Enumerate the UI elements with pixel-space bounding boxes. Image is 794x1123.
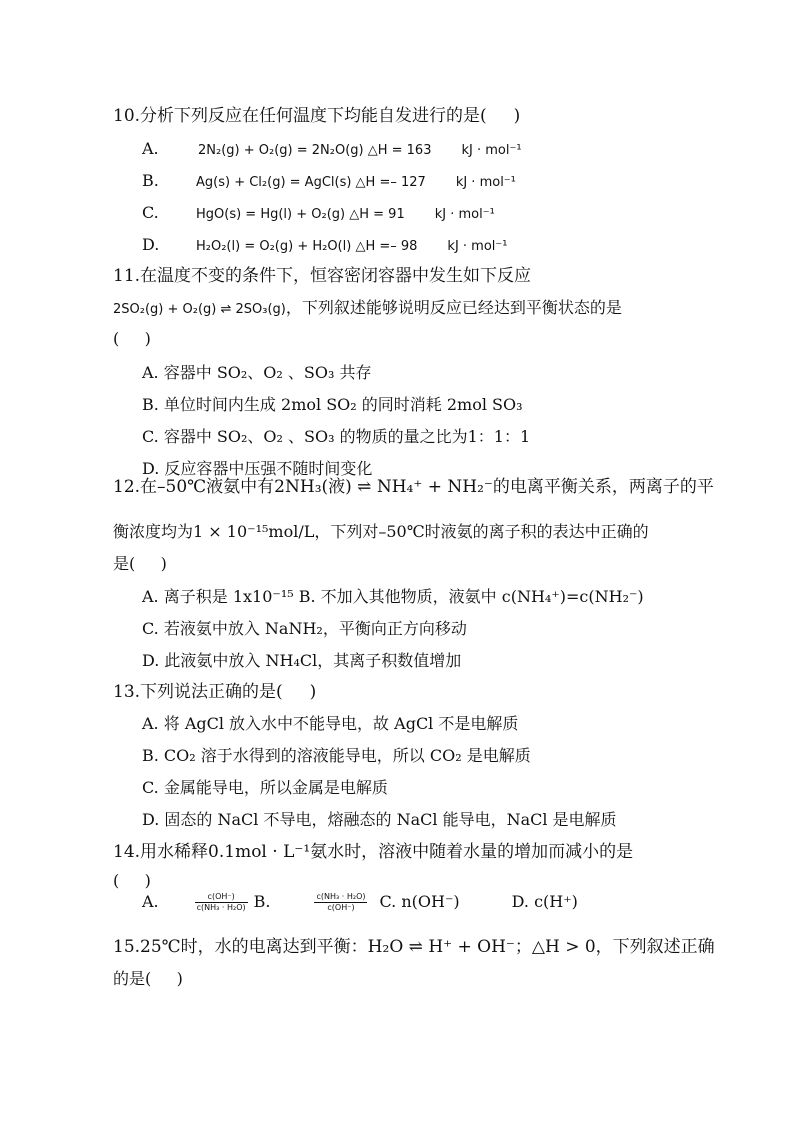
q14-option-a-fraction xyxy=(195,892,248,913)
q11-stem-text: ，下列叙述能够说明反应已经达到平衡状态的是 xyxy=(285,298,622,317)
q12-stem-line3: 是( ) xyxy=(113,554,167,573)
q14-options xyxy=(142,888,578,916)
q12-option-c: C. 若液氨中放入 NaNH₂，平衡向正方向移动 xyxy=(142,619,467,638)
q10-stem: 10.分析下列反应在任何温度下均能自发进行的是( ) xyxy=(113,106,521,126)
q10-option-a-equation: 2N₂(g) + O₂(g) = 2N₂O(g) △H = 163 xyxy=(198,143,432,158)
q14-option-b-label: B. xyxy=(253,892,271,911)
q10-option-b-label: B. xyxy=(142,171,159,190)
q12-option-d: D. 此液氨中放入 NH₄Cl，其离子积数值增加 xyxy=(142,651,462,670)
q10-option-d-label: D. xyxy=(142,235,160,254)
q13-option-c: C. 金属能导电，所以金属是电解质 xyxy=(142,778,388,797)
q10-option-d-unit: kJ · mol⁻¹ xyxy=(447,239,508,254)
q11-stem-line2 xyxy=(113,298,622,320)
q12-stem-line1: 12.在–50℃液氨中有2NH₃(液) ⇌ NH₄⁺ + NH₂⁻的电离平衡关系，两离子的平 xyxy=(113,477,714,497)
q10-option-b xyxy=(142,171,516,193)
q11-stem: 11.在温度不变的条件下，恒容密闭容器中发生如下反应 xyxy=(113,266,532,286)
q13-option-a: A. 将 AgCl 放入水中不能导电，故 AgCl 不是电解质 xyxy=(142,714,519,733)
q10-option-d-equation: H₂O₂(l) = O₂(g) + H₂O(l) △H =– 98 xyxy=(196,239,418,254)
q12-stem-line2: 衡浓度均为1 × 10⁻¹⁵mol/L，下列对–50℃时液氨的离子积的表达中正确的 xyxy=(113,522,649,541)
q13-option-b: B. CO₂ 溶于水得到的溶液能导电，所以 CO₂ 是电解质 xyxy=(142,746,531,765)
q14-option-a-label: A. xyxy=(142,892,159,911)
q14-option-d: D. c(H⁺) xyxy=(511,892,578,911)
q10-option-a-unit: kJ · mol⁻¹ xyxy=(461,143,522,158)
q14-option-a-numerator: c(OH⁻) xyxy=(195,892,248,903)
q14-option-b-fraction xyxy=(314,892,367,913)
q10-option-b-equation: Ag(s) + Cl₂(g) = AgCl(s) △H =– 127 xyxy=(196,175,426,190)
q10-option-c-equation: HgO(s) = Hg(l) + O₂(g) △H = 91 xyxy=(196,207,405,222)
q11-equation: 2SO₂(g) + O₂(g) ⇌ 2SO₃(g) xyxy=(113,302,286,317)
q10-option-c-unit: kJ · mol⁻¹ xyxy=(434,207,495,222)
q14-stem: 14.用水稀释0.1mol · L⁻¹氨水时，溶液中随着水量的增加而减小的是 xyxy=(113,842,634,862)
q10-option-d xyxy=(142,235,507,257)
q11-option-b: B. 单位时间内生成 2mol SO₂ 的同时消耗 2mol SO₃ xyxy=(142,395,523,414)
q10-option-c-label: C. xyxy=(142,203,159,222)
q14-option-b-denominator: c(OH⁻) xyxy=(327,903,355,912)
q11-option-a: A. 容器中 SO₂、O₂ 、SO₃ 共存 xyxy=(142,363,372,382)
q12-option-ab: A. 离子积是 1x10⁻¹⁵ B. 不加入其他物质，液氨中 c(NH₄⁺)=c(NH₂⁻) xyxy=(142,587,644,606)
q14-option-c: C. n(OH⁻) xyxy=(379,892,460,911)
q11-answer-paren: ( ) xyxy=(113,329,151,348)
q13-stem: 13.下列说法正确的是( ) xyxy=(113,682,317,702)
q14-option-a-denominator: c(NH₃ · H₂O) xyxy=(196,903,246,912)
q10-option-b-unit: kJ · mol⁻¹ xyxy=(455,175,516,190)
q11-option-d: D. 反应容器中压强不随时间变化 xyxy=(142,459,373,478)
q15-stem-line2: 的是( ) xyxy=(113,969,183,988)
q10-option-c xyxy=(142,203,495,225)
q11-option-c: C. 容器中 SO₂、O₂ 、SO₃ 的物质的量之比为1：1：1 xyxy=(142,427,531,446)
q15-stem-line1: 15.25℃时，水的电离达到平衡：H₂O ⇌ H⁺ + OH⁻；△H > 0，下列叙述正确 xyxy=(113,937,715,957)
q14-answer-paren: ( ) xyxy=(113,871,151,890)
q10-option-a xyxy=(142,139,522,161)
q13-option-d: D. 固态的 NaCl 不导电，熔融态的 NaCl 能导电，NaCl 是电解质 xyxy=(142,810,617,829)
q10-option-a-label: A. xyxy=(142,139,159,158)
q14-option-b-numerator: c(NH₃ · H₂O) xyxy=(316,892,366,901)
